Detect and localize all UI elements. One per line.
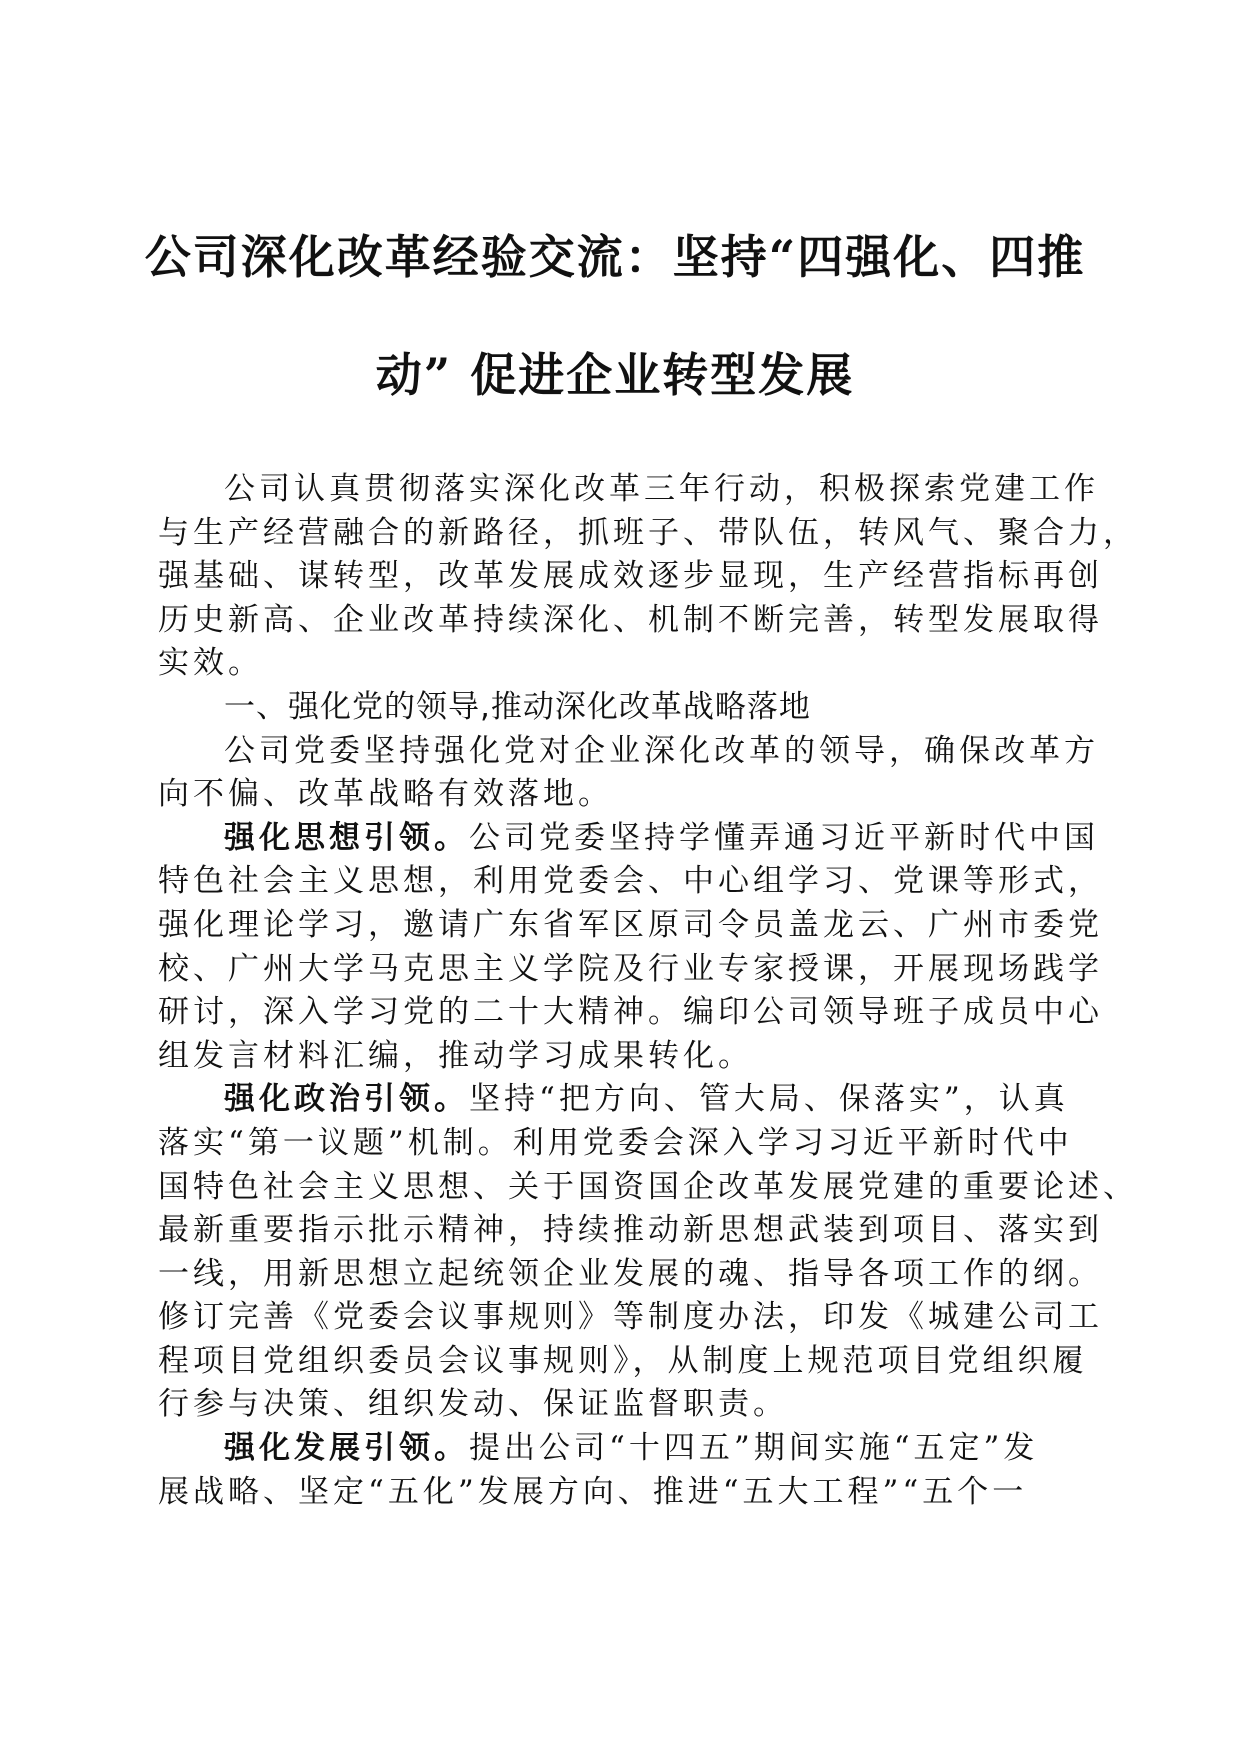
- paragraph-4-line: 落实“第一议题”机制。利用党委会深入学习习近平新时代中: [158, 1124, 1073, 1161]
- paragraph-3-first-text: 公司党委坚持学懂弄通习近平新时代中国: [469, 819, 1099, 856]
- paragraph-2-line: 向不偏、改革战略有效落地。: [158, 776, 613, 813]
- paragraph-4-line: 行参与决策、组织发动、保证监督职责。: [158, 1386, 788, 1423]
- paragraph-1-line: 实效。: [158, 645, 263, 682]
- paragraph-5-first-text: 提出公司“十四五”期间实施“五定”发: [469, 1430, 1039, 1467]
- paragraph-2-line: 公司党委坚持强化党对企业深化改革的领导，确保改革方: [224, 732, 1099, 769]
- paragraph-3-first-line: [158, 817, 1099, 861]
- paragraph-4-line: 国特色社会主义思想、关于国资国企改革发展党建的重要论述、: [158, 1168, 1138, 1205]
- paragraph-3-line: 研讨，深入学习党的二十大精神。编印公司领导班子成员中心: [158, 994, 1103, 1031]
- paragraph-1-line: 与生产经营融合的新路径，抓班子、带队伍，转风气、聚合力，: [158, 514, 1138, 551]
- document-title-line-2: 动” 促进企业转型发展: [375, 348, 855, 402]
- paragraph-5-lead: 强化发展引领。: [224, 1430, 469, 1467]
- paragraph-1-line: 强基础、谋转型，改革发展成效逐步显现，生产经营指标再创: [158, 558, 1103, 595]
- paragraph-4-lead: 强化政治引领。: [224, 1081, 469, 1118]
- paragraph-3-line: 校、广州大学马克思主义学院及行业专家授课，开展现场践学: [158, 950, 1103, 987]
- paragraph-3-line: 特色社会主义思想，利用党委会、中心组学习、党课等形式，: [158, 863, 1103, 900]
- document-body: [158, 468, 1138, 1514]
- paragraph-4-line: 修订完善《党委会议事规则》等制度办法，印发《城建公司工: [158, 1299, 1103, 1336]
- paragraph-1-line: 历史新高、企业改革持续深化、机制不断完善，转型发展取得: [158, 601, 1103, 638]
- paragraph-4-line: 程项目党组织委员会议事规则》，从制度上规范项目党组织履: [158, 1342, 1088, 1379]
- paragraph-1-line: 公司认真贯彻落实深化改革三年行动，积极探索党建工作: [224, 471, 1099, 507]
- paragraph-3-line: 强化理论学习，邀请广东省军区原司令员盖龙云、广州市委党: [158, 906, 1103, 943]
- paragraph-3-lead: 强化思想引领。: [224, 819, 469, 856]
- paragraph-4-line: 最新重要指示批示精神，持续推动新思想武装到项目、落实到: [158, 1212, 1103, 1249]
- paragraph-3-line: 组发言材料汇编，推动学习成果转化。: [158, 1037, 753, 1074]
- paragraph-5-line: 展战略、坚定“五化”发展方向、推进“五大工程”“五个一: [158, 1473, 1028, 1510]
- document-title-line-1: 公司深化改革经验交流：坚持“四强化、四推: [144, 230, 1086, 284]
- paragraph-4-first-line: [158, 1078, 1078, 1122]
- paragraph-4-line: 一线，用新思想立起统领企业发展的魂、指导各项工作的纲。: [158, 1255, 1103, 1292]
- section-heading-1: 一、强化党的领导,推动深化改革战略落地: [224, 688, 811, 725]
- paragraph-5-first-line: [158, 1427, 1078, 1471]
- paragraph-4-first-text: 坚持“把方向、管大局、保落实”，认真: [469, 1081, 1069, 1118]
